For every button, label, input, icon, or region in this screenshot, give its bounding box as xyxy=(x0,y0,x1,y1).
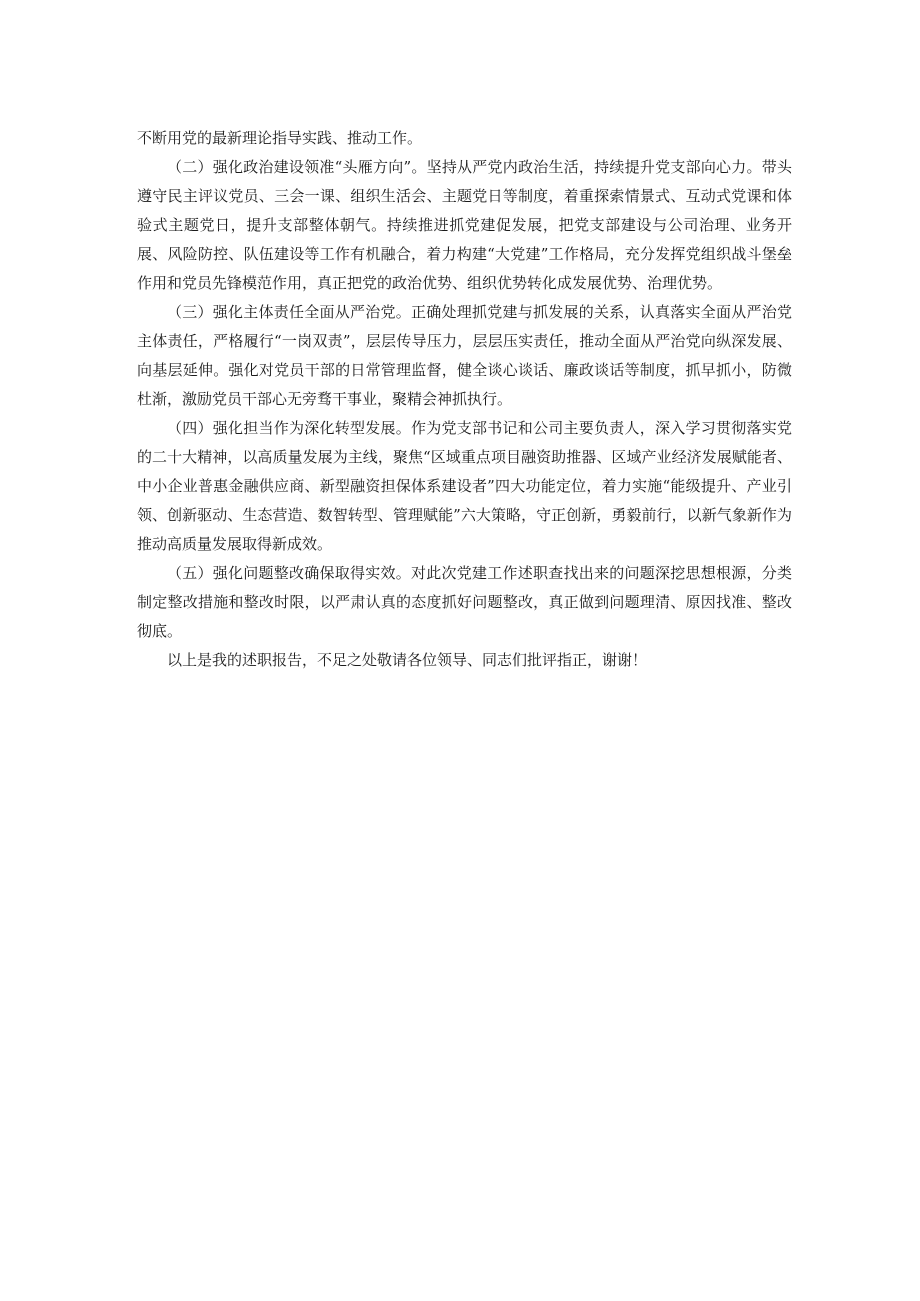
paragraph-section-4: （四）强化担当作为深化转型发展。作为党支部书记和公司主要负责人，深入学习贯彻落实党的二十大精神，以高质量发展为主线，聚焦“区域重点项目融资助推器、区域产业经济发展赋能者、中小企业普惠金融供应商、新型融资担保体系建设者”四大功能定位，着力实施“能级提升、产业引领、创新驱动、生态营造、数智转型、管理赋能”六大策略，守正创新，勇毅前行，以新气象新作为推动高质量发展取得新成效。 xyxy=(137,419,792,553)
paragraph-section-3: （三）强化主体责任全面从严治党。正确处理抓党建与抓发展的关系，认真落实全面从严治党主体责任，严格履行“一岗双责”，层层传导压力，层层压实责任，推动全面从严治党向纵深发展、向基层延伸。强化对党员干部的日常管理监督，健全谈心谈话、廉政谈话等制度，抓早抓小，防微杜渐，激励党员干部心无旁骛干事业，聚精会神抓执行。 xyxy=(137,303,792,408)
document-body xyxy=(137,124,792,675)
paragraph-continuation: 不断用党的最新理论指导实践、推动工作。 xyxy=(137,129,423,147)
paragraph-section-5: （五）强化问题整改确保取得实效。对此次党建工作述职查找出来的问题深挖思想根源，分类制定整改措施和整改时限，以严肃认真的态度抓好问题整改，真正做到问题理清、原因找准、整改彻底。 xyxy=(137,564,792,640)
paragraph-closing: 以上是我的述职报告，不足之处敬请各位领导、同志们批评指正，谢谢！ xyxy=(167,651,648,669)
paragraph-section-2: （二）强化政治建设领准“头雁方向”。坚持从严党内政治生活，持续提升党支部向心力。带头遵守民主评议党员、三会一课、组织生活会、主题党日等制度，着重探索情景式、互动式党课和体验式主题党日，提升支部整体朝气。持续推进抓党建促发展，把党支部建设与公司治理、业务开展、风险防控、队伍建设等工作有机融合，着力构建“大党建”工作格局，充分发挥党组织战斗堡垒作用和党员先锋模范作用，真正把党的政治优势、组织优势转化成发展优势、治理优势。 xyxy=(137,158,792,292)
